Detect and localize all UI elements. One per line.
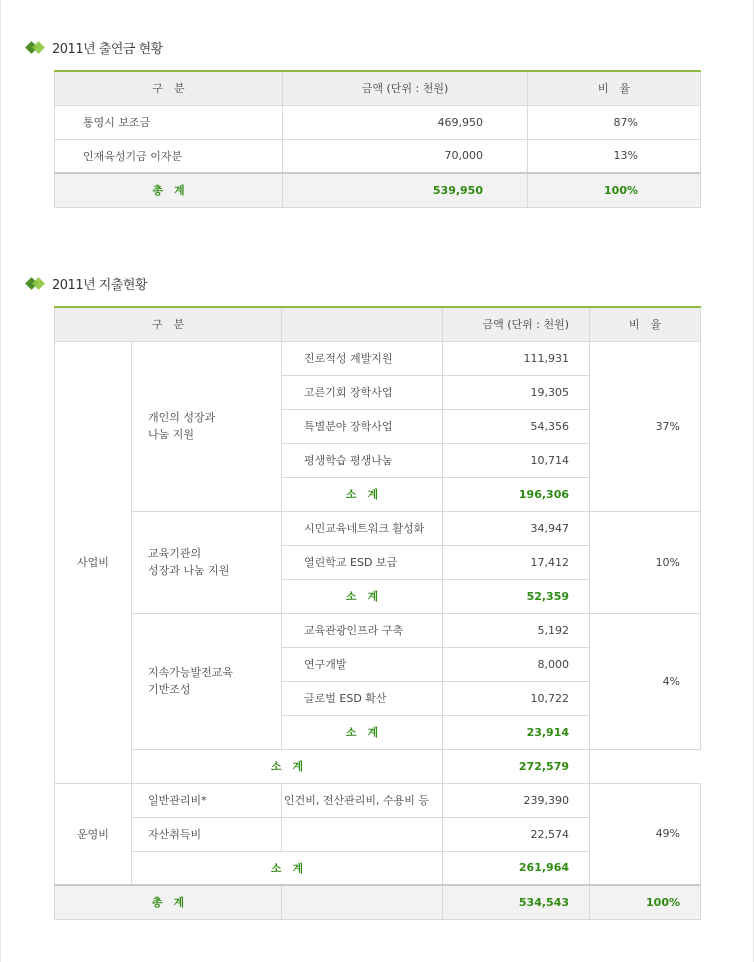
- diamond-bullet-icon: [26, 41, 46, 55]
- expense-header-category: 구 분: [55, 307, 282, 341]
- table-row: [55, 139, 701, 173]
- income-row-label: 인재육성기금 이자분: [55, 139, 283, 173]
- item-amount: 5,192: [443, 613, 590, 647]
- table-row: [55, 105, 701, 139]
- expense-total-detail: [282, 885, 443, 919]
- item-name: 시민교육네트워크 활성화: [282, 511, 443, 545]
- expense-total-amount: 534,543: [443, 885, 590, 919]
- expense-header-row: [55, 307, 701, 341]
- group-label: 교육기관의 성장과 나눔 지원: [132, 511, 282, 613]
- expense-total-ratio: 100%: [590, 885, 701, 919]
- operation-subtotal-amount: 261,964: [443, 851, 590, 885]
- income-header-amount: 금액 (단위 : 천원): [283, 71, 528, 105]
- income-header-ratio: 비 율: [528, 71, 701, 105]
- operation-row-detail: 인건비, 전산관리비, 수용비 등: [282, 783, 443, 817]
- expense-total-row: [55, 885, 701, 919]
- operation-row-label: 일반관리비*: [132, 783, 282, 817]
- item-name: 고른기회 장학사업: [282, 375, 443, 409]
- operation-ratio: 49%: [590, 783, 701, 885]
- income-row-ratio: 13%: [528, 139, 701, 173]
- diamond-bullet-icon: [26, 277, 46, 291]
- item-amount: 111,931: [443, 341, 590, 375]
- subtotal-amount: 196,306: [443, 477, 590, 511]
- expense-table: [54, 306, 701, 920]
- expense-header-detail: [282, 307, 443, 341]
- operation-row-label: 자산취득비: [132, 817, 282, 851]
- income-header-category: 구 분: [55, 71, 283, 105]
- income-header-row: [55, 71, 701, 105]
- table-row: [55, 341, 701, 375]
- business-subtotal-row: [55, 749, 701, 783]
- subtotal-amount: 23,914: [443, 715, 590, 749]
- income-row-amount: 70,000: [283, 139, 528, 173]
- item-amount: 54,356: [443, 409, 590, 443]
- income-title: 2011년 출연금 현황: [52, 42, 163, 57]
- income-total-row: [55, 173, 701, 207]
- item-name: 글로벌 ESD 확산: [282, 681, 443, 715]
- group-ratio: 4%: [590, 613, 701, 749]
- subtotal-label: 소 계: [282, 579, 443, 613]
- subtotal-label: 소 계: [282, 715, 443, 749]
- table-row: [55, 783, 701, 817]
- business-subtotal-label: 소 계: [132, 749, 443, 783]
- operation-label: 운영비: [55, 783, 132, 885]
- table-row: [55, 613, 701, 647]
- item-name: 교육관광인프라 구축: [282, 613, 443, 647]
- operation-row-amount: 239,390: [443, 783, 590, 817]
- operation-subtotal-label: 소 계: [132, 851, 443, 885]
- item-name: 연구개발: [282, 647, 443, 681]
- table-row: [55, 511, 701, 545]
- income-total-label: 총 계: [55, 173, 283, 207]
- item-amount: 8,000: [443, 647, 590, 681]
- income-section-title: [26, 38, 163, 57]
- item-name: 평생학습 평생나눔: [282, 443, 443, 477]
- item-amount: 19,305: [443, 375, 590, 409]
- income-row-ratio: 87%: [528, 105, 701, 139]
- item-amount: 10,722: [443, 681, 590, 715]
- income-table: [54, 70, 701, 208]
- expense-section-title: [26, 274, 147, 293]
- item-name: 특별분야 장학사업: [282, 409, 443, 443]
- group-ratio: 37%: [590, 341, 701, 511]
- group-ratio: 10%: [590, 511, 701, 613]
- business-subtotal-amount: 272,579: [443, 749, 590, 783]
- item-name: 열린학교 ESD 보급: [282, 545, 443, 579]
- income-total-ratio: 100%: [528, 173, 701, 207]
- operation-row-detail: [282, 817, 443, 851]
- business-label: 사업비: [55, 341, 132, 783]
- expense-total-label: 총 계: [55, 885, 282, 919]
- group-label: 지속가능발전교육 기반조성: [132, 613, 282, 749]
- subtotal-label: 소 계: [282, 477, 443, 511]
- operation-row-amount: 22,574: [443, 817, 590, 851]
- expense-header-ratio: 비 율: [590, 307, 701, 341]
- income-row-label: 통영시 보조금: [55, 105, 283, 139]
- group-label: 개인의 성장과 나눔 지원: [132, 341, 282, 511]
- item-name: 진로적성 계발지원: [282, 341, 443, 375]
- item-amount: 17,412: [443, 545, 590, 579]
- income-row-amount: 469,950: [283, 105, 528, 139]
- expense-title: 2011년 지출현황: [52, 278, 148, 293]
- income-total-amount: 539,950: [283, 173, 528, 207]
- item-amount: 10,714: [443, 443, 590, 477]
- item-amount: 34,947: [443, 511, 590, 545]
- expense-header-amount: 금액 (단위 : 천원): [443, 307, 590, 341]
- subtotal-amount: 52,359: [443, 579, 590, 613]
